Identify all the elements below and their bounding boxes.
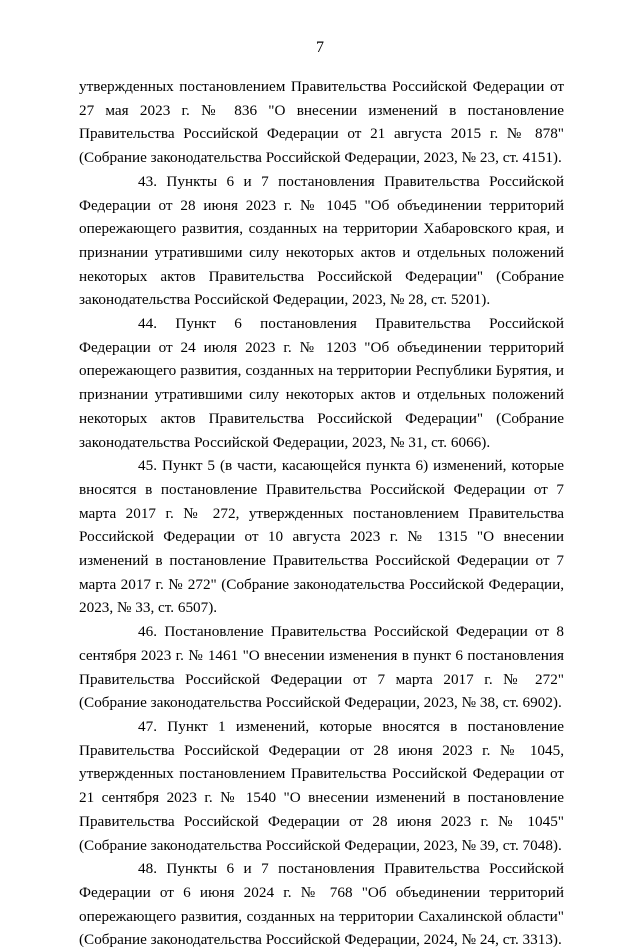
paragraph-item-47: 47. Пункт 1 изменений, которые вносятся в постановление Правительства Российской Федерации от 28 июня 2023 г. № 1045, утвержденных постановлением Правительства Российской Федерации от 21 сентября 2023 г. № 1540 "О внесении изменений в постановление Правительства Российской Федерации от 28 июня 2023 г. № 1045" (Собрание законодательства Российской Федерации, 2023, № 39, ст. 7048). [79,717,564,854]
paragraph-item-48: 48. Пункты 6 и 7 постановления Правительства Российской Федерации от 6 июня 2024 г. № 768 "Об объединении территорий опережающего развития, созданных на территории Сахалинской области" (Собрание законодательства Российской Федерации, 2024, № 24, ст. 3313). [79,860,564,949]
paragraph-item-43: 43. Пункты 6 и 7 постановления Правительства Российской Федерации от 28 июня 2023 г. № 1045 "Об объединении территорий опережающего развития, созданных на территории Хабаровского края, и признании утратившими силу некоторых актов и отдельных положений некоторых актов Правительства Российской Федерации" (Собрание законодательства Российской Федерации, 2023, № 28, ст. 5201). [79,172,564,309]
paragraph-item-45: 45. Пункт 5 (в части, касающейся пункта 6) изменений, которые вносятся в постановление Правительства Российской Федерации от 7 марта 2017 г. № 272, утвержденных постановлением Правительства Российской Федерации от 10 августа 2023 г. № 1315 "О внесении изменений в постановление Правительства Российской Федерации от 7 марта 2017 г. № 272" (Собрание законодательства Российской Федерации, 2023, № 33, ст. 6507). [79,457,564,617]
paragraph-item-44: 44. Пункт 6 постановления Правительства Российской Федерации от 24 июля 2023 г. № 1203 "Об объединении территорий опережающего развития, созданных на территории Республики Бурятия, и признании утратившими силу некоторых актов и отдельных положений некоторых актов Правительства Российской Федерации" (Собрание законодательства Российской Федерации, 2023, № 31, ст. 6066). [79,315,564,451]
page-number: 7 [316,39,324,56]
document-body [79,75,564,952]
paragraph-continuation: утвержденных постановлением Правительства Российской Федерации от 27 мая 2023 г. № 836 "О внесении изменений в постановление Правительства Российской Федерации от 21 августа 2015 г. № 878" (Собрание законодательства Российской Федерации, 2023, № 23, ст. 4151). [79,78,564,167]
paragraph-item-46: 46. Постановление Правительства Российской Федерации от 8 сентября 2023 г. № 1461 "О внесении изменения в пункт 6 постановления Правительства Российской Федерации от 7 марта 2017 г. № 272" (Собрание законодательства Российской Федерации, 2023, № 38, ст. 6902). [79,623,564,712]
